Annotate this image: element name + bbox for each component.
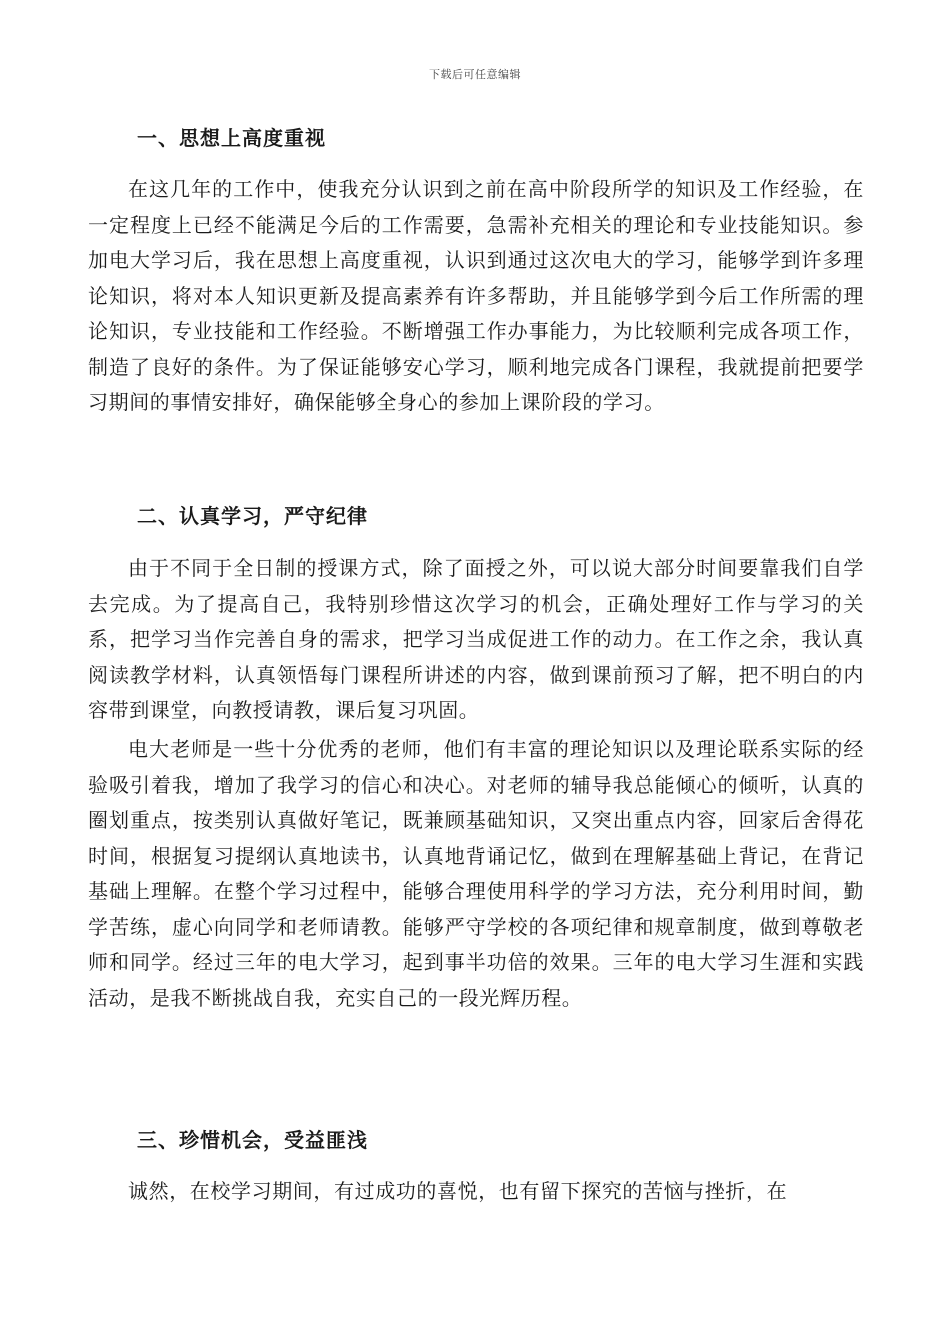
- section-heading-2: 二、认真学习，严守纪律: [137, 504, 368, 528]
- section-2-paragraph-1: 由于不同于全日制的授课方式，除了面授之外，可以说大部分时间要靠我们自学去完成。为了提高自己，我特别珍惜这次学习的机会，正确处理好工作与学习的关系，把学习当作完善自身的需求，把学习当成促进工作的动力。在工作之余，我认真阅读教学材料，认真领悟每门课程所讲述的内容，做到课前预习了解，把不明白的内容带到课堂，向教授请教，课后复习巩固。: [88, 556, 864, 722]
- section-3-paragraph-1: 诚然，在校学习期间，有过成功的喜悦，也有留下探究的苦恼与挫折，在: [128, 1179, 788, 1203]
- section-1-paragraph-1: 在这几年的工作中，使我充分认识到之前在高中阶段所学的知识及工作经验，在一定程度上已经不能满足今后的工作需要，急需补充相关的理论和专业技能知识。参加电大学习后，我在思想上高度重视，认识到通过这次电大的学习，能够学到许多理论知识，将对本人知识更新及提高素养有许多帮助，并且能够学到今后工作所需的理论知识，专业技能和工作经验。不断增强工作办事能力，为比较顺利完成各项工作，制造了良好的条件。为了保证能够安心学习，顺利地完成各门课程，我就提前把要学习期间的事情安排好，确保能够全身心的参加上课阶段的学习。: [88, 177, 864, 414]
- section-heading-3: 三、珍惜机会，受益匪浅: [137, 1128, 368, 1152]
- page-header: 下载后可任意编辑: [429, 68, 521, 81]
- section-heading-1: 一、思想上高度重视: [137, 126, 326, 150]
- section-2-paragraph-2: 电大老师是一些十分优秀的老师，他们有丰富的理论知识以及理论联系实际的经验吸引着我，增加了我学习的信心和决心。对老师的辅导我总能倾心的倾听，认真的圈划重点，按类别认真做好笔记，既兼顾基础知识，又突出重点内容，回家后舍得花时间，根据复习提纲认真地读书，认真地背诵记忆，做到在理解基础上背记，在背记基础上理解。在整个学习过程中，能够合理使用科学的学习方法，充分利用时间，勤学苦练，虚心向同学和老师请教。能够严守学校的各项纪律和规章制度，做到尊敬老师和同学。经过三年的电大学习，起到事半功倍的效果。三年的电大学习生涯和实践活动，是我不断挑战自我，充实自己的一段光辉历程。: [88, 737, 864, 1010]
